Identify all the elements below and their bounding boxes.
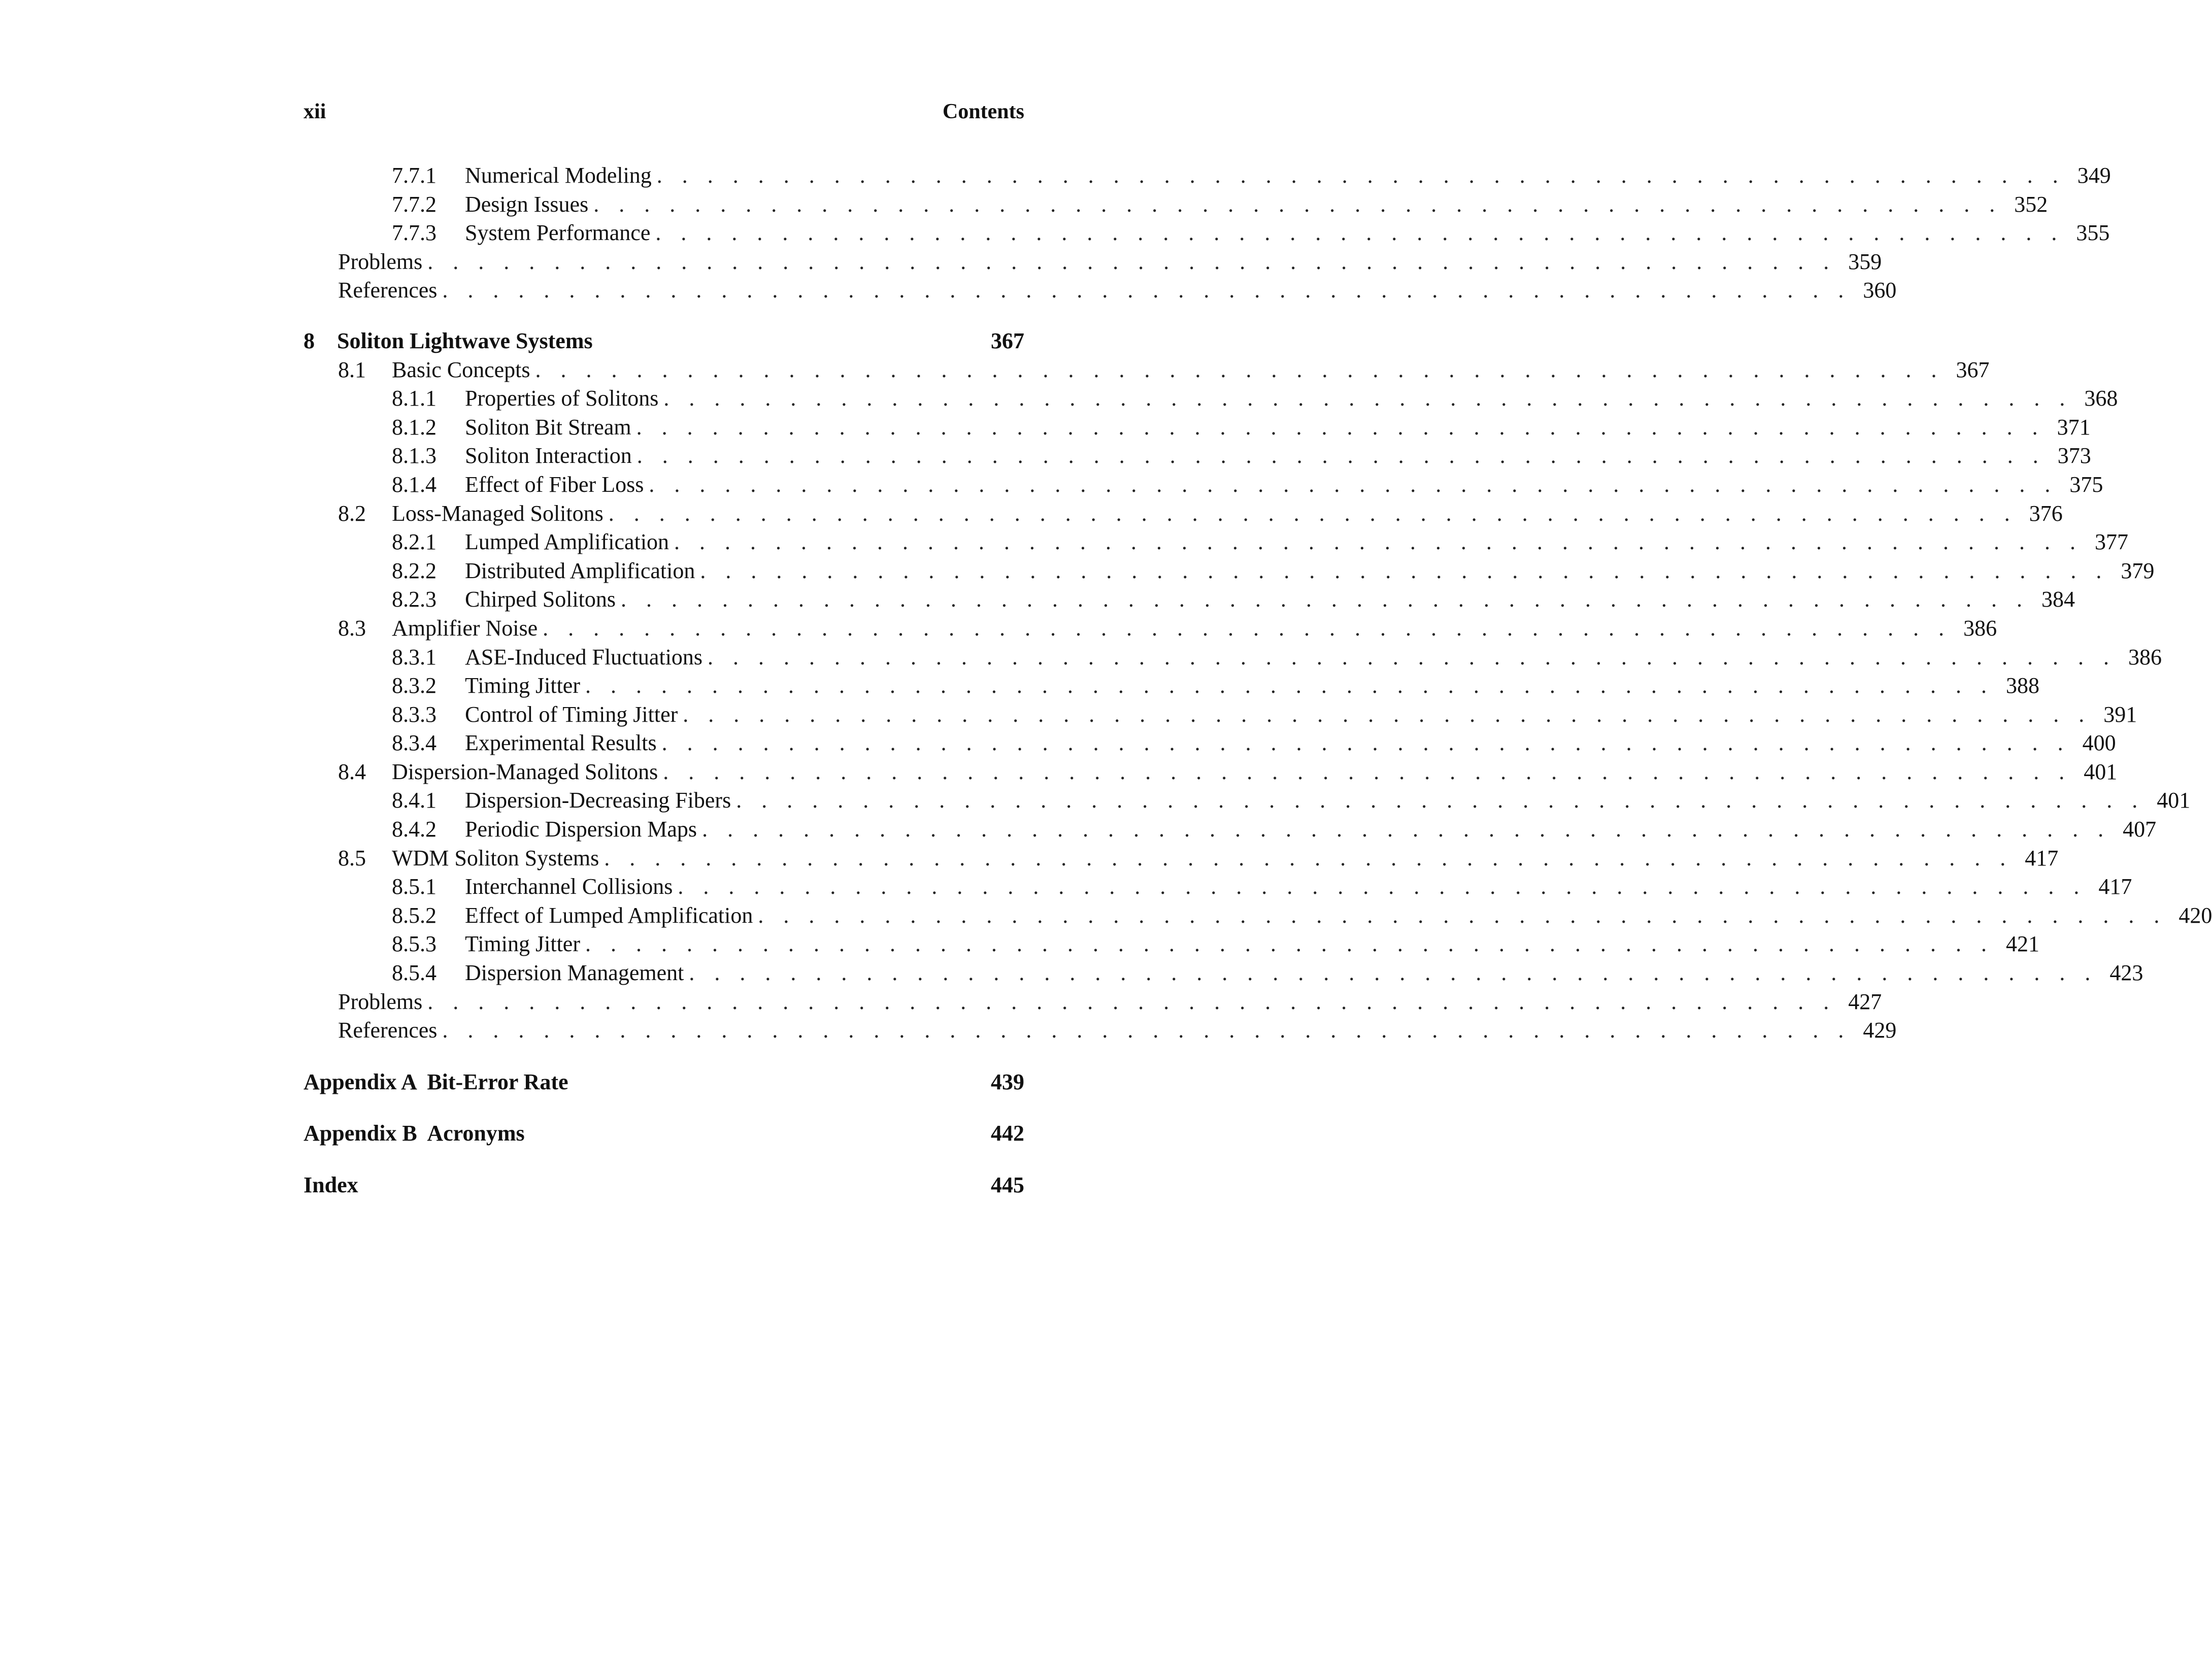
- toc-entry-8-2-3[interactable]: [304, 585, 2075, 614]
- section-title: Dispersion Management: [465, 960, 684, 986]
- page-reference: 427: [1848, 989, 1882, 1014]
- page-reference: 420: [2179, 902, 2212, 928]
- section-title: Effect of Lumped Amplification: [465, 902, 753, 928]
- section-title: Timing Jitter: [465, 931, 580, 957]
- toc-entry-8-5-3[interactable]: [304, 930, 2039, 959]
- page-reference: 429: [1863, 1018, 1897, 1043]
- leader-dots: . . . . . . . . . . . . . . . . . . . . . . . . . . . . . . . . . . . . . . . . . . . . . . . . . . . . . . . .: [700, 558, 2109, 583]
- page-reference: 442: [991, 1121, 1024, 1146]
- page-reference: 379: [2121, 558, 2155, 583]
- toc-entry-problems-7[interactable]: [304, 248, 1882, 277]
- toc-entry-8-1-4[interactable]: [304, 471, 2103, 499]
- leader-dots: . . . . . . . . . . . . . . . . . . . . . . . . . . . . . . . . . . . . . . . . . . . . . . . . . . . . . . . .: [621, 587, 2030, 612]
- section-title: ASE-Induced Fluctuations: [465, 644, 703, 669]
- page-reference: 391: [2103, 701, 2137, 727]
- section-number: 8.1.4: [392, 472, 437, 497]
- section-title: Distributed Amplification: [465, 558, 695, 583]
- page-reference: 355: [2076, 220, 2110, 246]
- toc-entry-8-5-2[interactable]: [304, 901, 2212, 930]
- leader-dots: . . . . . . . . . . . . . . . . . . . . . . . . . . . . . . . . . . . . . . . . . . . . . . . . . . . . . . . .: [543, 615, 1952, 641]
- page-reference: 386: [1963, 615, 1997, 641]
- section-number: 8.4.2: [392, 817, 437, 842]
- appendix-title: Appendix B Acronyms: [304, 1121, 525, 1146]
- section-title: Interchannel Collisions: [465, 874, 673, 899]
- toc-entry-8-2-1[interactable]: [304, 528, 2129, 557]
- toc-entry-7-7-3[interactable]: [304, 219, 2110, 248]
- page-reference: 373: [2057, 443, 2091, 468]
- page-reference: 359: [1848, 249, 1882, 274]
- section-title: Control of Timing Jitter: [465, 701, 678, 727]
- leader-dots: . . . . . . . . . . . . . . . . . . . . . . . . . . . . . . . . . . . . . . . . . . . . . . . . . . . . . . . .: [442, 1018, 1851, 1043]
- toc-entry-8-3-1[interactable]: [304, 643, 2162, 672]
- toc-entry-8-3-3[interactable]: [304, 700, 2137, 729]
- section-number: 8.2: [338, 500, 366, 526]
- section-number: 7.7.2: [392, 191, 437, 217]
- leader-dots: . . . . . . . . . . . . . . . . . . . . . . . . . . . . . . . . . . . . . . . . . . . . . . . . . . . . . . . .: [663, 759, 2072, 784]
- index-title: Index: [304, 1172, 358, 1197]
- page-number-label: xii: [304, 100, 326, 123]
- section-number: 7.7.3: [392, 220, 437, 246]
- leader-dots: . . . . . . . . . . . . . . . . . . . . . . . . . . . . . . . . . . . . . . . . . . . . . . . . . . . . . . . .: [649, 472, 2058, 497]
- section-title: Problems: [338, 989, 423, 1014]
- section-number: 8.2.3: [392, 587, 437, 612]
- section-title: Timing Jitter: [465, 673, 580, 698]
- running-title: Contents: [942, 100, 1024, 123]
- toc-entry-8-1-3[interactable]: [304, 442, 2091, 471]
- section-title: Effect of Fiber Loss: [465, 472, 644, 497]
- leader-dots: . . . . . . . . . . . . . . . . . . . . . . . . . . . . . . . . . . . . . . . . . . . . . . . . . . . . . . . .: [604, 845, 2013, 870]
- leader-dots: . . . . . . . . . . . . . . . . . . . . . . . . . . . . . . . . . . . . . . . . . . . . . . . . . . . . . . . .: [427, 249, 1836, 274]
- section-number: 8.3.1: [392, 644, 437, 669]
- toc-appendix-b[interactable]: [304, 1119, 1024, 1148]
- page-reference: 377: [2095, 529, 2129, 555]
- toc-entry-8-3-2[interactable]: [304, 672, 2039, 700]
- page-reference: 367: [991, 328, 1024, 353]
- page-reference: 400: [2082, 730, 2116, 756]
- section-number: 8.5.1: [392, 874, 437, 899]
- section-number: 8.3.2: [392, 673, 437, 698]
- page-reference: 371: [2057, 414, 2091, 440]
- leader-dots: . . . . . . . . . . . . . . . . . . . . . . . . . . . . . . . . . . . . . . . . . . . . . . . . . . . . . . . .: [608, 500, 2017, 526]
- section-title: Design Issues: [465, 191, 589, 217]
- section-title: System Performance: [465, 220, 651, 246]
- section-number: 8.1.2: [392, 414, 437, 440]
- leader-dots: . . . . . . . . . . . . . . . . . . . . . . . . . . . . . . . . . . . . . . . . . . . . . . . . . . . . . . . .: [585, 673, 1994, 698]
- page-reference: 360: [1863, 278, 1897, 303]
- section-title: Loss-Managed Solitons: [392, 500, 604, 526]
- section-number: 8.1.1: [392, 386, 437, 411]
- toc-entry-8-1[interactable]: [304, 356, 1990, 385]
- page-reference: 439: [991, 1069, 1024, 1094]
- leader-dots: . . . . . . . . . . . . . . . . . . . . . . . . . . . . . . . . . . . . . . . . . . . . . . . . . . . . . . . .: [689, 960, 2098, 986]
- section-title: References: [338, 278, 438, 303]
- chapter-title: Soliton Lightwave Systems: [337, 328, 593, 353]
- toc-entry-8-2-2[interactable]: [304, 557, 2155, 586]
- section-title: Problems: [338, 249, 423, 274]
- page-reference: 384: [2041, 587, 2075, 612]
- section-number: 8.4.1: [392, 788, 437, 813]
- leader-dots: . . . . . . . . . . . . . . . . . . . . . . . . . . . . . . . . . . . . . . . . . . . . . . . . . . . . . . . .: [702, 817, 2111, 842]
- toc-chapter-8[interactable]: [304, 327, 1024, 356]
- section-number: 8.3: [338, 615, 366, 641]
- leader-dots: . . . . . . . . . . . . . . . . . . . . . . . . . . . . . . . . . . . . . . . . . . . . . . . . . . . . . . . .: [636, 443, 2046, 468]
- leader-dots: . . . . . . . . . . . . . . . . . . . . . . . . . . . . . . . . . . . . . . . . . . . . . . . . . . . . . . . .: [585, 931, 1994, 957]
- section-number: 8.5.2: [392, 902, 437, 928]
- toc-entry-7-7-1[interactable]: [304, 161, 2111, 190]
- leader-dots: . . . . . . . . . . . . . . . . . . . . . . . . . . . . . . . . . . . . . . . . . . . . . . . . . . . . . . . .: [535, 357, 1944, 382]
- leader-dots: . . . . . . . . . . . . . . . . . . . . . . . . . . . . . . . . . . . . . . . . . . . . . . . . . . . . . . . .: [663, 386, 2072, 411]
- section-title: Soliton Interaction: [465, 443, 632, 468]
- section-number: 8.5: [338, 845, 366, 870]
- leader-dots: . . . . . . . . . . . . . . . . . . . . . . . . . . . . . . . . . . . . . . . . . . . . . . . . . . . . . . . .: [736, 788, 2145, 813]
- page-reference: 376: [2029, 500, 2063, 526]
- page-reference: 401: [2157, 788, 2191, 813]
- section-title: Soliton Bit Stream: [465, 414, 631, 440]
- section-number: 8.3.4: [392, 730, 437, 756]
- section-title: Amplifier Noise: [392, 615, 538, 641]
- toc-entry-8-3[interactable]: [304, 614, 1997, 643]
- toc-entry-references-8[interactable]: [304, 1016, 1897, 1045]
- leader-dots: . . . . . . . . . . . . . . . . . . . . . . . . . . . . . . . . . . . . . . . . . . . . . . . . . . . . . . . .: [708, 644, 2117, 669]
- page-reference: 423: [2109, 960, 2143, 986]
- page-reference: 375: [2069, 472, 2103, 497]
- section-title: Numerical Modeling: [465, 163, 652, 188]
- toc-entry-8-4[interactable]: [304, 758, 2118, 787]
- page-reference: 417: [2098, 874, 2132, 899]
- toc-entry-8-4-1[interactable]: [304, 786, 2191, 815]
- leader-dots: . . . . . . . . . . . . . . . . . . . . . . . . . . . . . . . . . . . . . . . . . . . . . . . . . . . . . . . .: [636, 414, 2045, 440]
- page-reference: 388: [2005, 673, 2039, 698]
- toc-entry-8-1-1[interactable]: [304, 384, 2118, 413]
- page-reference: 407: [2123, 817, 2157, 842]
- appendix-title: Appendix A Bit-Error Rate: [304, 1069, 568, 1094]
- toc-entry-8-5[interactable]: [304, 844, 2059, 873]
- section-title: Dispersion-Managed Solitons: [392, 759, 658, 784]
- page-reference: 386: [2128, 644, 2162, 669]
- toc-entry-8-1-2[interactable]: [304, 413, 2091, 442]
- toc-entry-problems-8[interactable]: [304, 988, 1882, 1017]
- leader-dots: . . . . . . . . . . . . . . . . . . . . . . . . . . . . . . . . . . . . . . . . . . . . . . . . . . . . . . . .: [656, 163, 2065, 188]
- section-number: 7.7.1: [392, 163, 437, 188]
- leader-dots: . . . . . . . . . . . . . . . . . . . . . . . . . . . . . . . . . . . . . . . . . . . . . . . . . . . . . . . .: [683, 701, 2092, 727]
- toc-entry-8-5-4[interactable]: [304, 959, 2143, 988]
- leader-dots: . . . . . . . . . . . . . . . . . . . . . . . . . . . . . . . . . . . . . . . . . . . . . . . . . . . . . . . .: [593, 191, 2002, 217]
- section-title: Experimental Results: [465, 730, 657, 756]
- section-title: Periodic Dispersion Maps: [465, 817, 697, 842]
- page-reference: 421: [2005, 931, 2039, 957]
- section-number: 8.2.2: [392, 558, 437, 583]
- page-reference: 445: [991, 1172, 1024, 1197]
- leader-dots: . . . . . . . . . . . . . . . . . . . . . . . . . . . . . . . . . . . . . . . . . . . . . . . . . . . . . . . .: [655, 220, 2064, 246]
- section-number: 8.5.3: [392, 931, 437, 957]
- toc-index[interactable]: [304, 1171, 1024, 1200]
- toc-entry-7-7-2[interactable]: [304, 190, 2048, 219]
- page-reference: 368: [2084, 386, 2118, 411]
- leader-dots: . . . . . . . . . . . . . . . . . . . . . . . . . . . . . . . . . . . . . . . . . . . . . . . . . . . . . . . .: [758, 902, 2167, 928]
- section-number: 8.1.3: [392, 443, 437, 468]
- page-reference: 352: [2014, 191, 2048, 217]
- page-reference: 349: [2077, 163, 2111, 188]
- toc-entry-references-7[interactable]: [304, 276, 1897, 305]
- section-number: 8.1: [338, 357, 366, 382]
- leader-dots: . . . . . . . . . . . . . . . . . . . . . . . . . . . . . . . . . . . . . . . . . . . . . . . . . . . . . . . .: [442, 278, 1851, 303]
- section-title: References: [338, 1018, 438, 1043]
- page-header: [304, 99, 1024, 124]
- page-reference: 417: [2025, 845, 2059, 870]
- table-of-contents: [304, 161, 2212, 1200]
- page-reference: 367: [1956, 357, 1990, 382]
- section-number: 8.3.3: [392, 701, 437, 727]
- leader-dots: . . . . . . . . . . . . . . . . . . . . . . . . . . . . . . . . . . . . . . . . . . . . . . . . . . . . . . . .: [427, 989, 1836, 1014]
- toc-entry-8-4-2[interactable]: [304, 815, 2157, 844]
- leader-dots: . . . . . . . . . . . . . . . . . . . . . . . . . . . . . . . . . . . . . . . . . . . . . . . . . . . . . . . .: [661, 730, 2070, 756]
- chapter-number: 8: [304, 328, 315, 353]
- toc-entry-8-5-1[interactable]: [304, 873, 2132, 901]
- section-title: Basic Concepts: [392, 357, 530, 382]
- leader-dots: . . . . . . . . . . . . . . . . . . . . . . . . . . . . . . . . . . . . . . . . . . . . . . . . . . . . . . . .: [674, 529, 2083, 555]
- toc-appendix-a[interactable]: [304, 1068, 1024, 1097]
- section-title: Lumped Amplification: [465, 529, 669, 555]
- section-number: 8.2.1: [392, 529, 437, 555]
- leader-dots: . . . . . . . . . . . . . . . . . . . . . . . . . . . . . . . . . . . . . . . . . . . . . . . . . . . . . . . .: [678, 874, 2087, 899]
- toc-entry-8-3-4[interactable]: [304, 729, 2116, 758]
- page-reference: 401: [2084, 759, 2118, 784]
- section-number: 8.4: [338, 759, 366, 784]
- section-title: Dispersion-Decreasing Fibers: [465, 788, 731, 813]
- section-title: Properties of Solitons: [465, 386, 659, 411]
- section-number: 8.5.4: [392, 960, 437, 986]
- section-title: Chirped Solitons: [465, 587, 616, 612]
- toc-entry-8-2[interactable]: [304, 499, 2063, 528]
- section-title: WDM Soliton Systems: [392, 845, 599, 870]
